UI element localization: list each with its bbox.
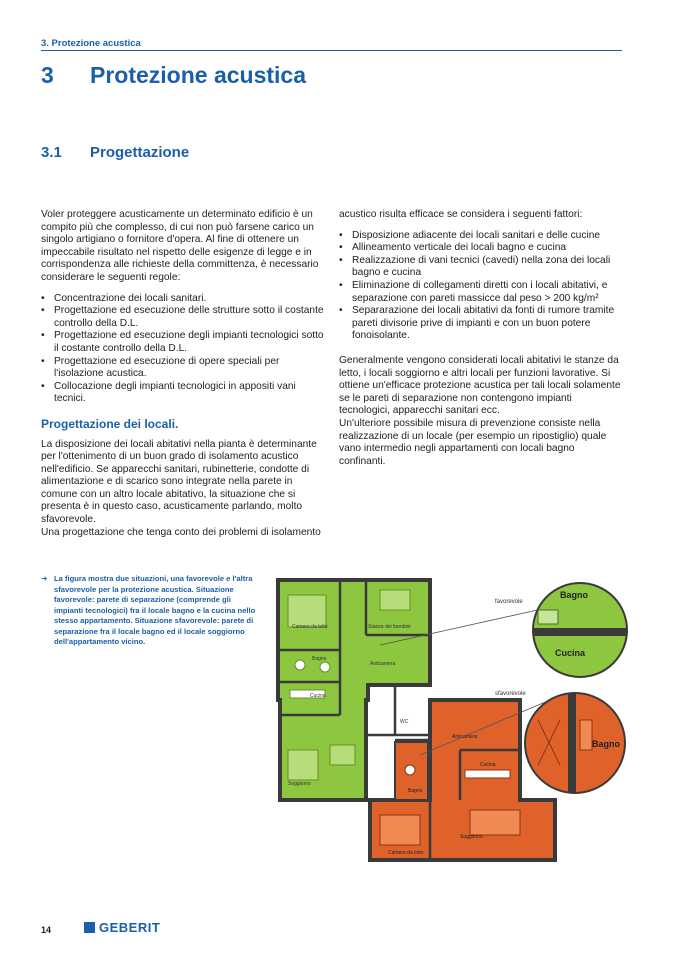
body-paragraph: Un'ulteriore possibile misura di prevenzione consiste nella realizzazione di un locale (per esempio un ripostiglio) quale vano intermedio negli appartamenti con locali bagno confinanti.: [339, 417, 607, 467]
body-paragraph: Generalmente vengono considerati locali abitativi le stanze da letto, i locali soggiorno e altri locali per funzioni lavorative. Si ottiene un'efficace protezione acustica per tali locali solamente se le pareti di separazione non contengono impianti tecnologici, apparecchi sanitari ecc.: [339, 354, 621, 417]
list-item: • Eliminazione di collegamenti diretti con i locali abitativi, e separazione con pareti massicce dal peso > 200 kg/m²: [339, 280, 622, 305]
list-item: • Disposizione adiacente dei locali sanitari e delle cucine: [339, 230, 622, 243]
body-paragraph: La disposizione dei locali abitativi nella pianta è determinante per l'ottenimento di un buon grado di isolamento acustico nell'edificio. Se apparecchi sanitari, rubinetterie, condotte di alimentazione e di scarico sono integrate nella parete in comune con un altro locale abitativo, la situazione che si presenta è in questo caso, acusticamente parlando, molto sfavorevole.: [41, 438, 317, 526]
arrow-right-icon: ➔: [41, 574, 48, 583]
rules-list: [41, 293, 326, 406]
separation-wall: [568, 694, 576, 792]
toilet: [295, 660, 305, 670]
body-paragraph: Una progettazione che tenga conto dei problemi di isolamento: [41, 526, 321, 538]
detail-room-label: Bagno: [592, 739, 620, 749]
bed: [288, 595, 326, 627]
room-label: Cucina: [480, 762, 496, 768]
room-label: Anticamera: [452, 734, 478, 740]
logo-square-icon: [84, 922, 95, 933]
orange-apartment: [370, 700, 555, 860]
intro-paragraph: Voler proteggere acusticamente un determinato edificio è un compito più che complesso, di cui non può farsene carico un singolo artigiano o fornitore d'opera. Al fine di ottenere un impeccabile risultato nel rispetto delle esigenze di legge e in corrispondenza alle richieste della committenza, è necessario considerare le seguenti regole:: [41, 209, 319, 283]
list-item: • Realizzazione di vani tecnici (cavedi) nella zona dei locali bagno e cucina: [339, 255, 622, 280]
list-item: • Progettazione ed esecuzione delle strutture sotto il costante controllo della D.L.: [41, 305, 326, 330]
counter: [465, 770, 510, 778]
page-number: 14: [41, 925, 52, 935]
room-label: Soggiorno: [460, 834, 483, 840]
section-number: 3.1: [41, 144, 62, 161]
running-title: 3. Protezione acustica: [41, 38, 141, 49]
detail-circle-favourable: [533, 583, 627, 677]
list-item: • Progettazione ed esecuzione di opere speciali per l'isolazione acustica.: [41, 356, 326, 381]
room-label: Anticamera: [370, 661, 396, 667]
detail-room-label: Bagno: [560, 590, 588, 600]
bed: [380, 590, 410, 610]
subheading: Progettazione dei locali.: [41, 416, 179, 431]
brand-logo: [84, 920, 160, 934]
list-item: • Concentrazione dei locali sanitari.: [41, 293, 326, 306]
sofa: [470, 810, 520, 835]
factors-list: [339, 230, 622, 343]
chapter-title: Protezione acustica: [90, 62, 307, 88]
sofa: [288, 750, 318, 780]
room-label: Camera da letto: [388, 850, 424, 856]
floor-plan-svg: [270, 570, 630, 910]
list-item: • Separarazione dei locali abitativi da fonti di rumore tramite pareti divisorie prive di impianti e con un buon potere fonoisolante.: [339, 305, 622, 343]
list-item: • Progettazione ed esecuzione degli impianti tecnologici sotto il costante controllo della D.L.: [41, 330, 326, 355]
intro-paragraph: acustico risulta efficace se considera i seguenti fattori:: [339, 209, 583, 220]
room-label: Camera da letto: [292, 624, 328, 630]
label-favourable: favorevole: [495, 599, 523, 605]
text-column-left: [41, 209, 326, 539]
brand-name: GEBERIT: [99, 919, 161, 935]
detail-room-label: Cucina: [555, 648, 586, 658]
chapter-number: 3: [41, 62, 54, 88]
detail-circle-unfavourable: [525, 693, 625, 793]
room-label: WC: [400, 719, 409, 725]
fixture: [580, 720, 592, 750]
room-label: Bagno: [408, 788, 423, 794]
separation-wall: [533, 628, 627, 636]
sink: [538, 610, 558, 624]
room-label: Bagno: [312, 656, 327, 662]
table: [330, 745, 355, 765]
room-label: Stanza dei bambini: [368, 624, 411, 630]
section-title: Progettazione: [90, 144, 190, 161]
caption-text: La figura mostra due situazioni, una favorevole e l'altra sfavorevole per la protezione acustica. Situazione favorevole: parete di separazione (comprende gli impianti tecnologici) fra il locale bagno e la cucina nello stesso appartamento. Situazione sfavorevole: parete di separazione fra il locale bagno ed il locale soggiorno dell'appartamento vicino.: [54, 574, 256, 646]
label-unfavourable: sfavorevole: [495, 691, 526, 697]
floor-plan-figure: [270, 570, 630, 915]
text-column-right: [339, 209, 622, 468]
sink: [320, 662, 330, 672]
header-rule: [41, 50, 622, 51]
room-label: Soggiorno: [288, 781, 311, 787]
room-label: Cucina: [310, 693, 326, 699]
bed: [380, 815, 420, 845]
list-item: • Allineamento verticale dei locali bagno e cucina: [339, 242, 622, 255]
list-item: • Collocazione degli impianti tecnologici in appositi vani tecnici.: [41, 381, 326, 406]
toilet: [405, 765, 415, 775]
